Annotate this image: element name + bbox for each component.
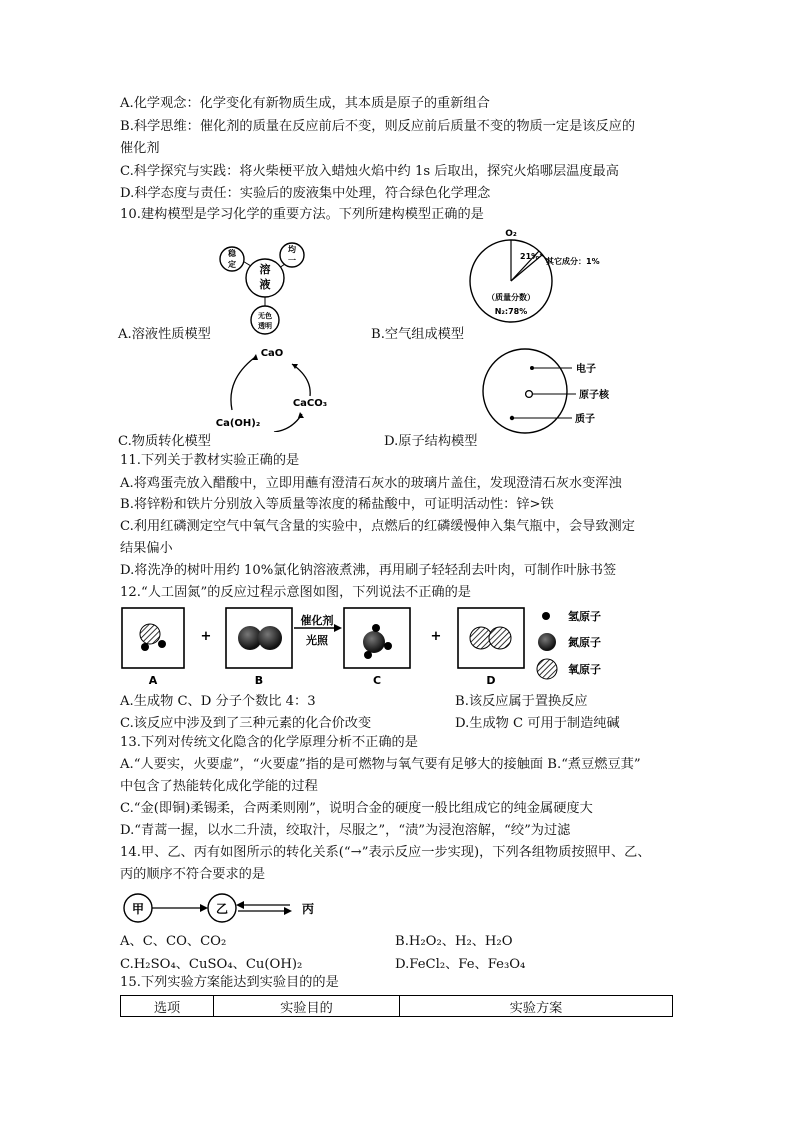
catalyst-label: 催化剂 bbox=[300, 614, 334, 627]
solution-center-1: 溶 bbox=[259, 263, 271, 276]
atom-nucleus-label: 原子核 bbox=[579, 390, 609, 401]
q10-label-b: B.空气组成模型 bbox=[371, 327, 465, 342]
solution-left-2: 定 bbox=[228, 260, 236, 269]
solution-right-2: 一 bbox=[288, 256, 296, 265]
q14-option-d: D.FeCl₂、Fe、Fe₃O₄ bbox=[395, 957, 526, 972]
q9-option-b-line1: B.科学思维：催化剂的质量在反应前后不变，则反应前后质量不变的物质一定是该反应的 bbox=[120, 119, 636, 134]
q13-option-a-line2: 中包含了热能转化成化学能的过程 bbox=[120, 779, 318, 794]
q12-option-b: B.该反应属于置换反应 bbox=[455, 694, 588, 709]
cycle-right-label: CaCO₃ bbox=[292, 398, 328, 409]
atom-structure-figure bbox=[480, 346, 610, 438]
q14-option-b: B.H₂O₂、H₂、H₂O bbox=[395, 934, 513, 949]
q14-stem-line2: 丙的顺序不符合要求的是 bbox=[120, 867, 266, 882]
q9-option-b-line2: 催化剂 bbox=[120, 141, 160, 156]
q14-jia: 甲 bbox=[131, 902, 145, 916]
atom-electron-label: 电子 bbox=[576, 364, 596, 375]
solution-model-figure bbox=[215, 238, 315, 338]
q10-label-c: C.物质转化模型 bbox=[118, 434, 211, 449]
solution-center-2: 液 bbox=[259, 278, 271, 291]
header-option: 选项 bbox=[121, 996, 214, 1017]
reaction-diagram bbox=[118, 604, 638, 690]
box-b-label: B bbox=[254, 674, 264, 687]
q11-option-a: A.将鸡蛋壳放入醋酸中，立即用蘸有澄清石灰水的玻璃片盖住，发现澄清石灰水变浑浊 bbox=[120, 476, 622, 491]
q11-option-c-line2: 结果偏小 bbox=[120, 541, 173, 556]
q14-option-c: C.H₂SO₄、CuSO₄、Cu(OH)₂ bbox=[120, 957, 303, 972]
table-header-row bbox=[121, 996, 673, 1017]
plus-2: + bbox=[430, 629, 442, 644]
air-other-label: 其它成分：1% bbox=[546, 257, 600, 266]
q10-stem: 10.建构模型是学习化学的重要方法。下列所建构模型正确的是 bbox=[120, 207, 484, 222]
q15-table bbox=[120, 995, 673, 1017]
conversion-cycle-figure bbox=[212, 340, 334, 432]
air-note: （质量分数） bbox=[487, 293, 535, 302]
solution-bottom-1: 无色 bbox=[258, 312, 272, 320]
q14-yi: 乙 bbox=[215, 902, 229, 916]
q12-option-a: A.生成物 C、D 分子个数比 4：3 bbox=[120, 694, 316, 709]
q11-stem: 11.下列关于教材实验正确的是 bbox=[120, 453, 300, 468]
q14-conversion-diagram bbox=[118, 890, 328, 926]
air-n2-label: N₂:78% bbox=[494, 307, 528, 316]
q9-option-d: D.科学态度与责任：实验后的废液集中处理，符合绿色化学理念 bbox=[120, 186, 491, 201]
legend-oxygen: 氧原子 bbox=[568, 663, 601, 676]
q9-option-a: A.化学观念：化学变化有新物质生成，其本质是原子的重新组合 bbox=[120, 96, 490, 111]
q10-label-d: D.原子结构模型 bbox=[384, 434, 478, 449]
header-plan: 实验方案 bbox=[400, 996, 673, 1017]
q13-option-c: C.“金(即铜)柔锡柔，合两柔则刚”，说明合金的硬度一般比组成它的纯金属硬度大 bbox=[120, 801, 593, 816]
box-c-label: C bbox=[372, 674, 382, 687]
box-d-label: D bbox=[486, 674, 496, 687]
q12-stem: 12.“人工固氮”的反应过程示意图如图，下列说法不正确的是 bbox=[120, 585, 471, 600]
light-label: 光照 bbox=[306, 634, 328, 647]
q13-option-a-line1: A.“人要实，火要虚”，“火要虚”指的是可燃物与氧气要有足够大的接触面 B.“煮豆燃豆萁” bbox=[120, 757, 641, 772]
q11-option-c-line1: C.利用红磷测定空气中氧气含量的实验中，点燃后的红磷缓慢伸入集气瓶中，会导致测定 bbox=[120, 519, 635, 534]
q14-bing: 丙 bbox=[301, 902, 315, 916]
q12-option-d: D.生成物 C 可用于制造纯碱 bbox=[455, 716, 620, 731]
air-o2-label: O₂ bbox=[505, 229, 517, 239]
q13-option-d: D.“青蒿一握，以水二升渍，绞取汁，尽服之”，“渍”为浸泡溶解，“绞”为过滤 bbox=[120, 823, 571, 838]
q13-stem: 13.下列对传统文化隐含的化学原理分析不正确的是 bbox=[120, 735, 418, 750]
cycle-top-label: CaO bbox=[260, 348, 284, 359]
cycle-left-label: Ca(OH)₂ bbox=[215, 418, 261, 429]
air-o2-percent: 21% bbox=[520, 252, 540, 261]
q11-option-b: B.将锌粉和铁片分别放入等质量等浓度的稀盐酸中，可证明活动性：锌>铁 bbox=[120, 497, 554, 512]
q14-stem-line1: 14.甲、乙、丙有如图所示的转化关系(“→”表示反应一步实现)，下列各组物质按照甲、乙、 bbox=[120, 845, 651, 860]
plus-1: + bbox=[200, 629, 212, 644]
solution-bottom-2: 透明 bbox=[258, 322, 272, 330]
legend-hydrogen: 氢原子 bbox=[568, 610, 601, 623]
atom-proton-label: 质子 bbox=[575, 414, 595, 425]
solution-right-1: 均 bbox=[288, 245, 296, 254]
q14-option-a: A、C、CO、CO₂ bbox=[120, 934, 227, 949]
q12-option-c: C.该反应中涉及到了三种元素的化合价改变 bbox=[120, 716, 372, 731]
solution-left-1: 稳 bbox=[228, 249, 236, 258]
box-a-label: A bbox=[148, 674, 158, 687]
q11-option-d: D.将洗净的树叶用约 10%氯化钠溶液煮沸，再用刷子轻轻刮去叶肉，可制作叶脉书签 bbox=[120, 563, 617, 578]
air-composition-figure bbox=[460, 224, 620, 330]
header-purpose: 实验目的 bbox=[214, 996, 400, 1017]
q9-option-c: C.科学探究与实践：将火柴梗平放入蜡烛火焰中约 1s 后取出，探究火焰哪层温度最高 bbox=[120, 164, 619, 179]
legend-nitrogen: 氮原子 bbox=[568, 636, 601, 649]
q15-stem: 15.下列实验方案能达到实验目的的是 bbox=[120, 975, 339, 990]
q10-label-a: A.溶液性质模型 bbox=[118, 327, 211, 342]
